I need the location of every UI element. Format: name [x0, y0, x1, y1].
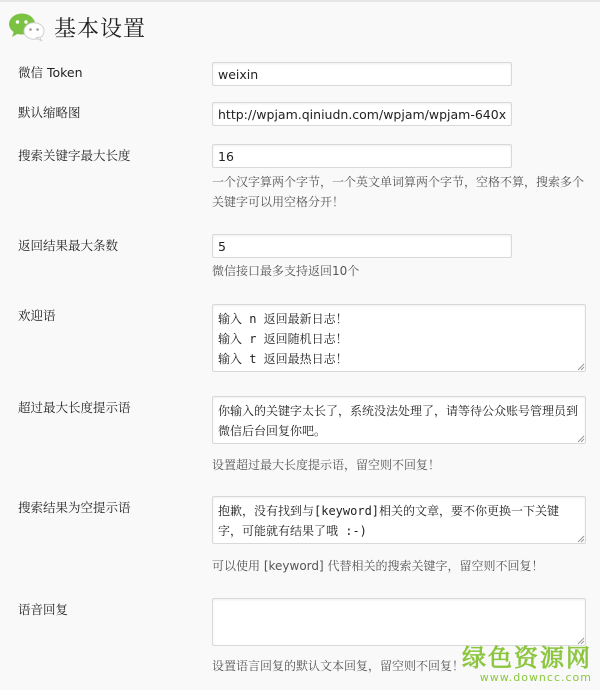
voice-reply-description: 设置语言回复的默认文本回复，留空则不回复！ — [212, 659, 465, 673]
keyword-length-input[interactable] — [212, 144, 512, 168]
resize-handle-icon[interactable] — [577, 363, 585, 371]
resize-handle-icon[interactable] — [577, 535, 585, 543]
token-label: 微信 Token — [18, 65, 83, 80]
too-long-tip-textarea[interactable] — [212, 396, 586, 444]
empty-result-tip-textarea[interactable] — [212, 496, 586, 544]
empty-result-tip-description: 可以使用 [keyword] 代替相关的搜索关键字，留空则不回复！ — [212, 559, 544, 573]
keyword-length-label: 搜索关键字最大长度 — [18, 148, 131, 163]
too-long-tip-label: 超过最大长度提示语 — [18, 400, 131, 415]
welcome-label: 欢迎语 — [18, 308, 56, 323]
thumbnail-url-input[interactable] — [212, 102, 512, 126]
voice-reply-textarea[interactable] — [212, 598, 586, 646]
page-header — [8, 10, 146, 44]
page-title: 基本设置 — [54, 16, 147, 42]
welcome-textarea[interactable] — [212, 304, 586, 372]
watermark-url: www.downcc.com — [479, 671, 592, 684]
empty-result-tip-label: 搜索结果为空提示语 — [18, 500, 131, 515]
watermark — [462, 645, 592, 684]
keyword-length-description: 一个汉字算两个字节，一个英文单词算两个字节，空格不算，搜索多个关键字可以用空格分开！ — [212, 175, 585, 209]
voice-reply-label: 语音回复 — [18, 602, 69, 617]
max-results-input[interactable] — [212, 234, 512, 258]
max-results-label: 返回结果最大条数 — [18, 238, 119, 253]
resize-handle-icon[interactable] — [577, 435, 585, 443]
watermark-logo-text: 绿色资源网 — [462, 644, 592, 672]
top-border — [0, 0, 600, 2]
thumbnail-label: 默认缩略图 — [18, 105, 81, 120]
wechat-icon — [8, 12, 46, 42]
too-long-tip-description: 设置超过最大长度提示语，留空则不回复！ — [212, 458, 441, 472]
max-results-description: 微信接口最多支持返回10个 — [212, 264, 360, 278]
token-input[interactable] — [212, 62, 512, 86]
